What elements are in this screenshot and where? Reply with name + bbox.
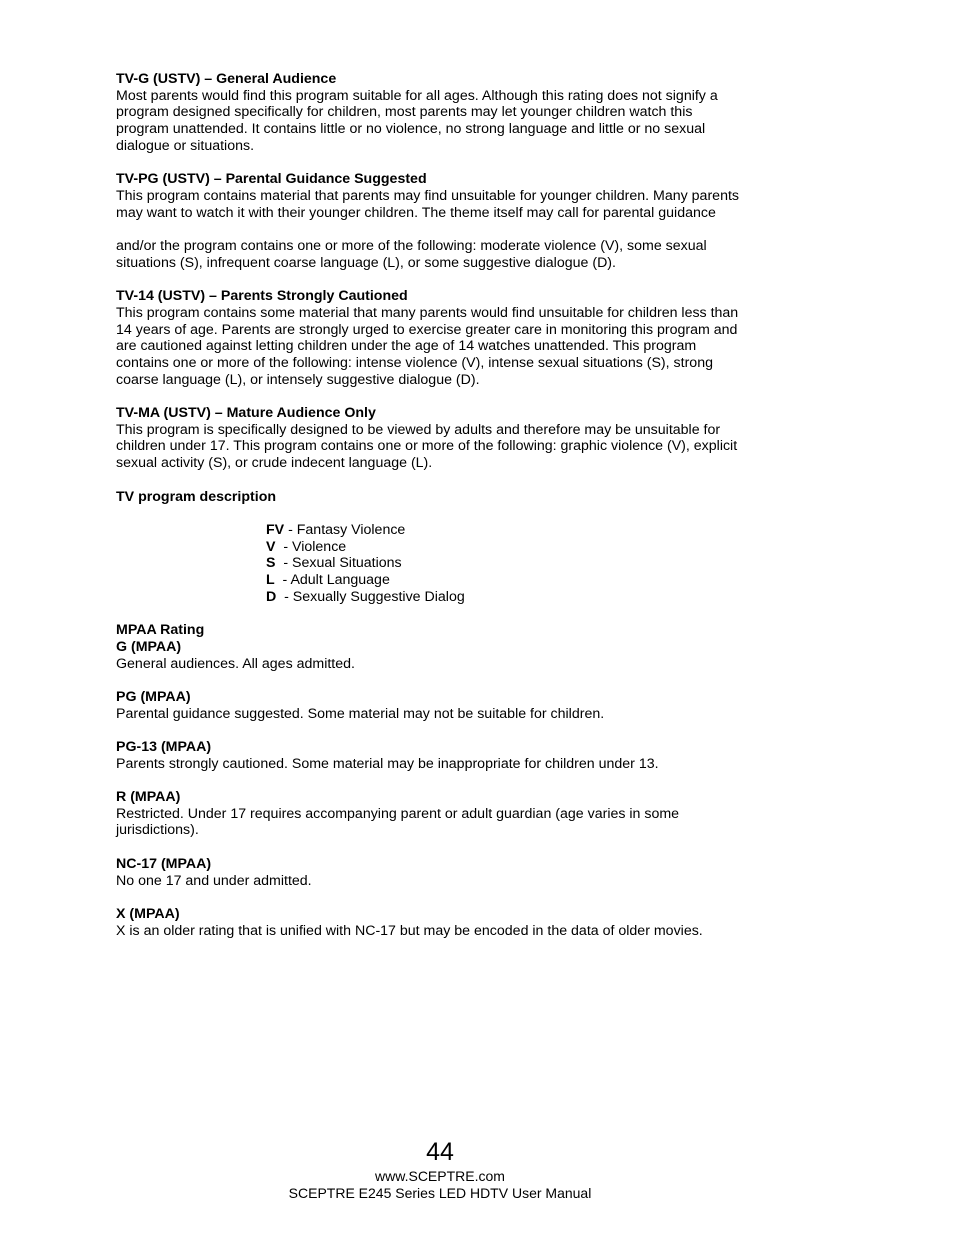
g-text: General audiences. All ages admitted. — [116, 655, 355, 672]
code-key: FV — [266, 521, 285, 538]
r-line: jurisdictions). — [116, 822, 199, 839]
tvg-line: program designed specifically for children, most parents may let younger children watch this — [116, 104, 693, 121]
r-heading: R (MPAA) — [116, 789, 181, 806]
tvg-line: dialogue or situations. — [116, 137, 255, 154]
tv14-line: coarse language (L), or intensely suggestive dialogue (D). — [116, 371, 480, 388]
x-heading: X (MPAA) — [116, 905, 180, 922]
content-code-item — [266, 522, 766, 539]
code-text: - Adult Language — [274, 572, 390, 588]
tvpg-line: This program contains material that parents may find unsuitable for younger children. Many parents — [116, 187, 739, 204]
tv14-line: are cautioned against letting children under the age of 14 watches unattended. This program — [116, 338, 697, 355]
nc17-heading: NC-17 (MPAA) — [116, 855, 212, 872]
g-heading: G (MPAA) — [116, 638, 182, 655]
footer-website: www.SCEPTRE.com — [375, 1168, 505, 1184]
tvg-line: Most parents would find this program suitable for all ages. Although this rating does not signify a — [116, 87, 718, 104]
tvma-line: This program is specifically designed to be viewed by adults and therefore may be unsuitable for — [116, 421, 721, 438]
code-key: V — [266, 538, 276, 555]
tv14-line: This program contains some material that many parents would find unsuitable for children less than — [116, 304, 739, 321]
tvg-line: program unattended. It contains little or no violence, no strong language and little or no sexual — [116, 121, 706, 138]
footer-manual-title: SCEPTRE E245 Series LED HDTV User Manual — [288, 1185, 592, 1201]
tvma-line: children under 17. This program contains one or more of the following: graphic violence (V), explicit — [116, 438, 738, 455]
code-text: - Sexually Suggestive Dialog — [276, 588, 465, 605]
tv14-heading: TV-14 (USTV) – Parents Strongly Cautioned — [116, 288, 408, 305]
pg13-heading: PG-13 (MPAA) — [116, 738, 212, 755]
code-key: L — [266, 572, 275, 588]
content-code-list — [266, 522, 766, 606]
mpaa-heading: MPAA Rating — [116, 622, 205, 639]
code-text: - Sexual Situations — [275, 555, 402, 572]
tvpg-line: and/or the program contains one or more of the following: moderate violence (V), some sexual — [116, 238, 707, 254]
r-line: Restricted. Under 17 requires accompanying parent or adult guardian (age varies in some — [116, 805, 680, 822]
content-code-item — [266, 589, 766, 606]
tvpg-line: may want to watch it with their younger children. The theme itself may call for parental guidance — [116, 204, 716, 221]
content-code-item — [266, 555, 766, 572]
nc17-text: No one 17 and under admitted. — [116, 872, 312, 889]
code-text: - Fantasy Violence — [284, 521, 406, 538]
pg-heading: PG (MPAA) — [116, 688, 191, 705]
pg13-text: Parents strongly cautioned. Some material may be inappropriate for children under 13. — [116, 755, 659, 772]
page-number: 44 — [426, 1138, 454, 1166]
tv14-line: contains one or more of the following: intense violence (V), intense sexual situations (S), strong — [116, 354, 713, 371]
code-text: - Violence — [275, 538, 347, 555]
tvg-heading: TV-G (USTV) – General Audience — [116, 71, 337, 87]
content-code-item — [266, 572, 766, 589]
content-code-item — [266, 539, 766, 556]
tvma-heading: TV-MA (USTV) – Mature Audience Only — [116, 405, 376, 421]
document-body — [116, 71, 766, 939]
tvma-line: sexual activity (S), or crude indecent language (L). — [116, 455, 433, 472]
x-text: X is an older rating that is unified with NC-17 but may be encoded in the data of older movies. — [116, 922, 703, 939]
program-description-heading: TV program description — [116, 488, 277, 505]
pg-text: Parental guidance suggested. Some material may not be suitable for children. — [116, 705, 605, 722]
code-key: D — [266, 588, 277, 605]
tvpg-line: situations (S), infrequent coarse language (L), or some suggestive dialogue (D). — [116, 254, 616, 271]
code-key: S — [266, 555, 276, 572]
tvpg-heading: TV-PG (USTV) – Parental Guidance Suggested — [116, 171, 427, 188]
tv14-line: 14 years of age. Parents are strongly urged to exercise greater care in monitoring this program and — [116, 321, 738, 338]
